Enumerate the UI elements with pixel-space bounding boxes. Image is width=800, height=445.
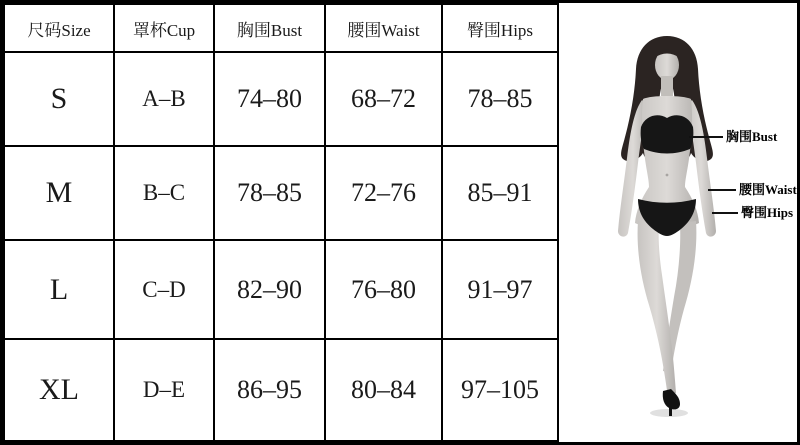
bust-cell: 82–90 (214, 240, 325, 339)
waist-cell: 68–72 (325, 52, 442, 146)
hips-cell: 91–97 (442, 240, 558, 339)
model-illustration (559, 3, 799, 442)
hips-label: 臀围Hips (741, 205, 794, 220)
cup-cell: B–C (114, 146, 214, 241)
column-header-bust: 胸围Bust (214, 4, 325, 52)
hips-cell: 78–85 (442, 52, 558, 146)
bust-pointer-line (689, 136, 723, 138)
hips-pointer-line (712, 212, 738, 214)
bikini-top (641, 115, 694, 153)
size-cell: L (4, 240, 114, 339)
waist-cell: 76–80 (325, 240, 442, 339)
waist-pointer-line (708, 189, 736, 191)
column-header-size: 尺码Size (4, 4, 114, 52)
size-cell: M (4, 146, 114, 241)
size-chart-table (3, 3, 559, 442)
table-row-xl (4, 339, 558, 441)
bust-cell: 86–95 (214, 339, 325, 441)
model-photo-panel (559, 3, 797, 442)
hips-annotation (712, 205, 793, 221)
stiletto-heel (669, 407, 672, 416)
bust-label: 胸围Bust (726, 129, 778, 144)
model-neck (661, 76, 673, 96)
bust-cell: 74–80 (214, 52, 325, 146)
column-header-hips: 臀围Hips (442, 4, 558, 52)
header-row (4, 4, 558, 52)
table-row-m (4, 146, 558, 241)
waist-annotation (708, 182, 797, 198)
high-heel-shoe-icon (663, 389, 680, 409)
cup-cell: D–E (114, 339, 214, 441)
hips-cell: 85–91 (442, 146, 558, 241)
table-row-l (4, 240, 558, 339)
waist-label: 腰围Waist (739, 182, 797, 197)
table-row-s (4, 52, 558, 146)
bust-cell: 78–85 (214, 146, 325, 241)
column-header-waist: 腰围Waist (325, 4, 442, 52)
size-cell: S (4, 52, 114, 146)
bust-annotation (689, 129, 777, 145)
waist-cell: 72–76 (325, 146, 442, 241)
waist-cell: 80–84 (325, 339, 442, 441)
hips-cell: 97–105 (442, 339, 558, 441)
navel (666, 174, 669, 177)
column-header-cup: 罩杯Cup (114, 4, 214, 52)
cup-cell: A–B (114, 52, 214, 146)
model-front-leg (638, 221, 676, 397)
size-cell: XL (4, 339, 114, 441)
cup-cell: C–D (114, 240, 214, 339)
